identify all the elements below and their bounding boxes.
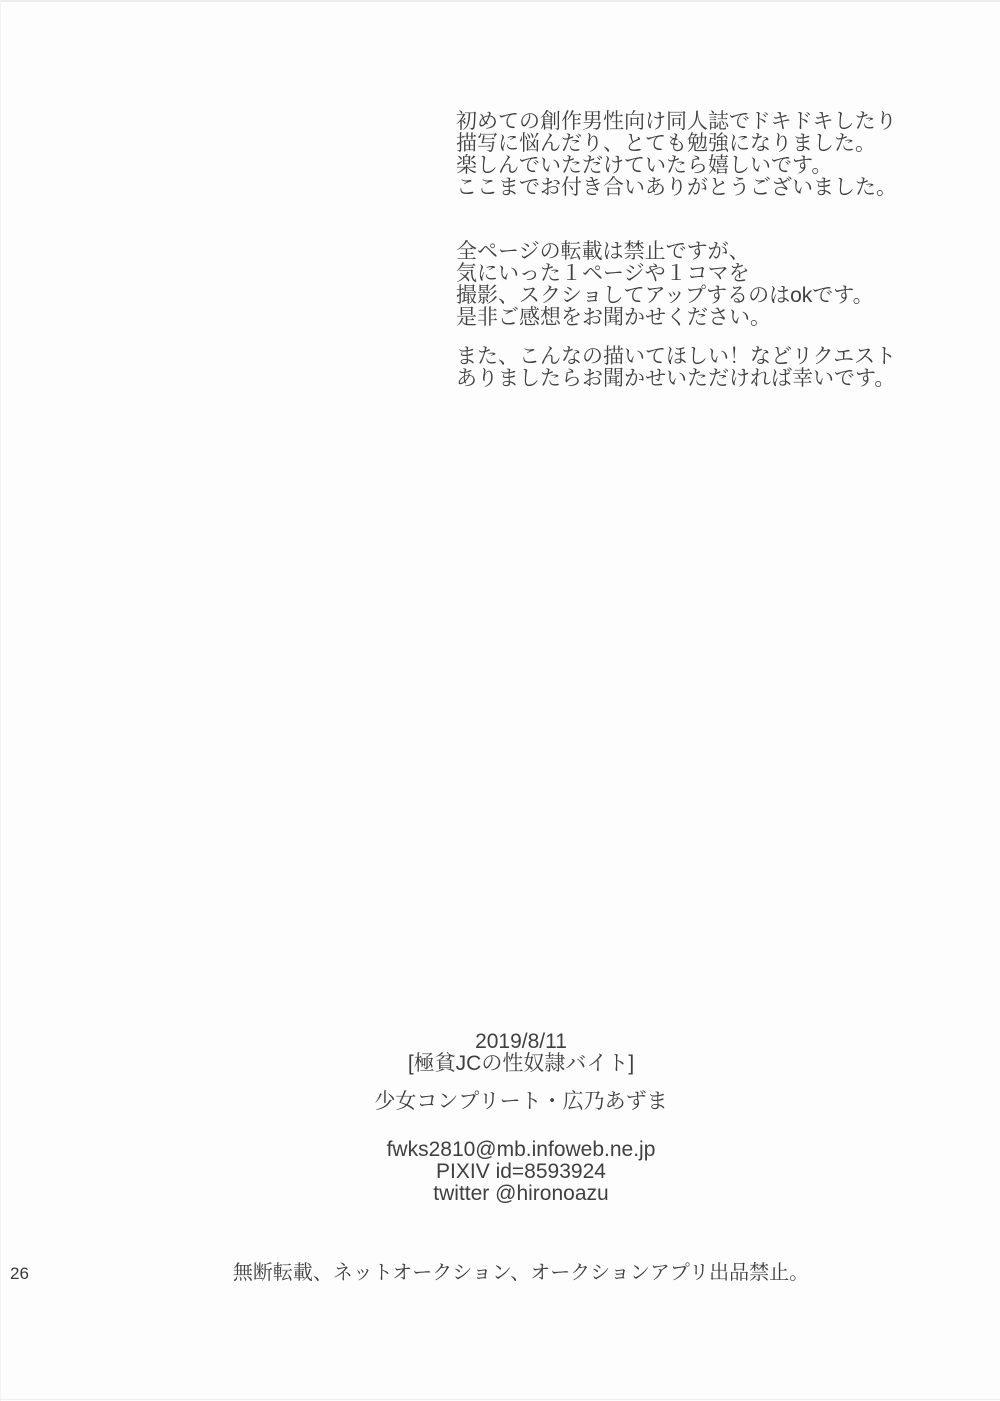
text-line: ありましたらお聞かせいただければ幸いです。 [456,367,896,390]
text-line: 全ページの転載は禁止ですが、 [456,240,750,263]
colophon [42,1031,1000,1205]
afterword-paragraph-repost-policy [456,241,976,329]
scan-edge-bottom [0,1399,1000,1400]
text-line: 撮影、スクショしてアップするのはokです。 [456,284,874,307]
page-number: 26 [10,1264,29,1283]
text-line: 是非ご感想をお聞かせください。 [456,306,771,329]
text-line: 気にいった１ページや１コマを [456,262,750,285]
text-line: ここまでお付き合いありがとうございました。 [456,176,897,199]
colophon-contact-block [42,1139,1000,1205]
colophon-email: fwks2810@mb.infoweb.ne.jp [386,1138,656,1161]
afterword-paragraph-requests [456,346,976,390]
scan-edge-left [0,0,1,1401]
colophon-circle-author: 少女コンプリート・広乃あずま [374,1090,668,1113]
text-line: 初めての創作男性向け同人誌でドキドキしたり [456,110,897,133]
colophon-pixiv-id: PIXIV id=8593924 [436,1160,606,1183]
text-line: 描写に悩んだり、とても勉強になりました。 [456,132,876,155]
text-line: 楽しんでいただけていたら嬉しいです。 [456,154,833,177]
text-line: また、こんなの描いてほしい！などリクエスト [456,345,897,368]
scan-edge-top [0,0,1000,2]
colophon-book-title: [極貧JCの性奴隷バイト] [407,1052,635,1075]
afterword-paragraph-thanks [456,111,976,199]
footer-prohibition-notice: 無断転載、ネットオークション、オークションアプリ出品禁止。 [232,1262,810,1284]
colophon-date: 2019/8/11 [475,1030,567,1053]
colophon-twitter-handle: twitter @hironoazu [433,1182,609,1205]
